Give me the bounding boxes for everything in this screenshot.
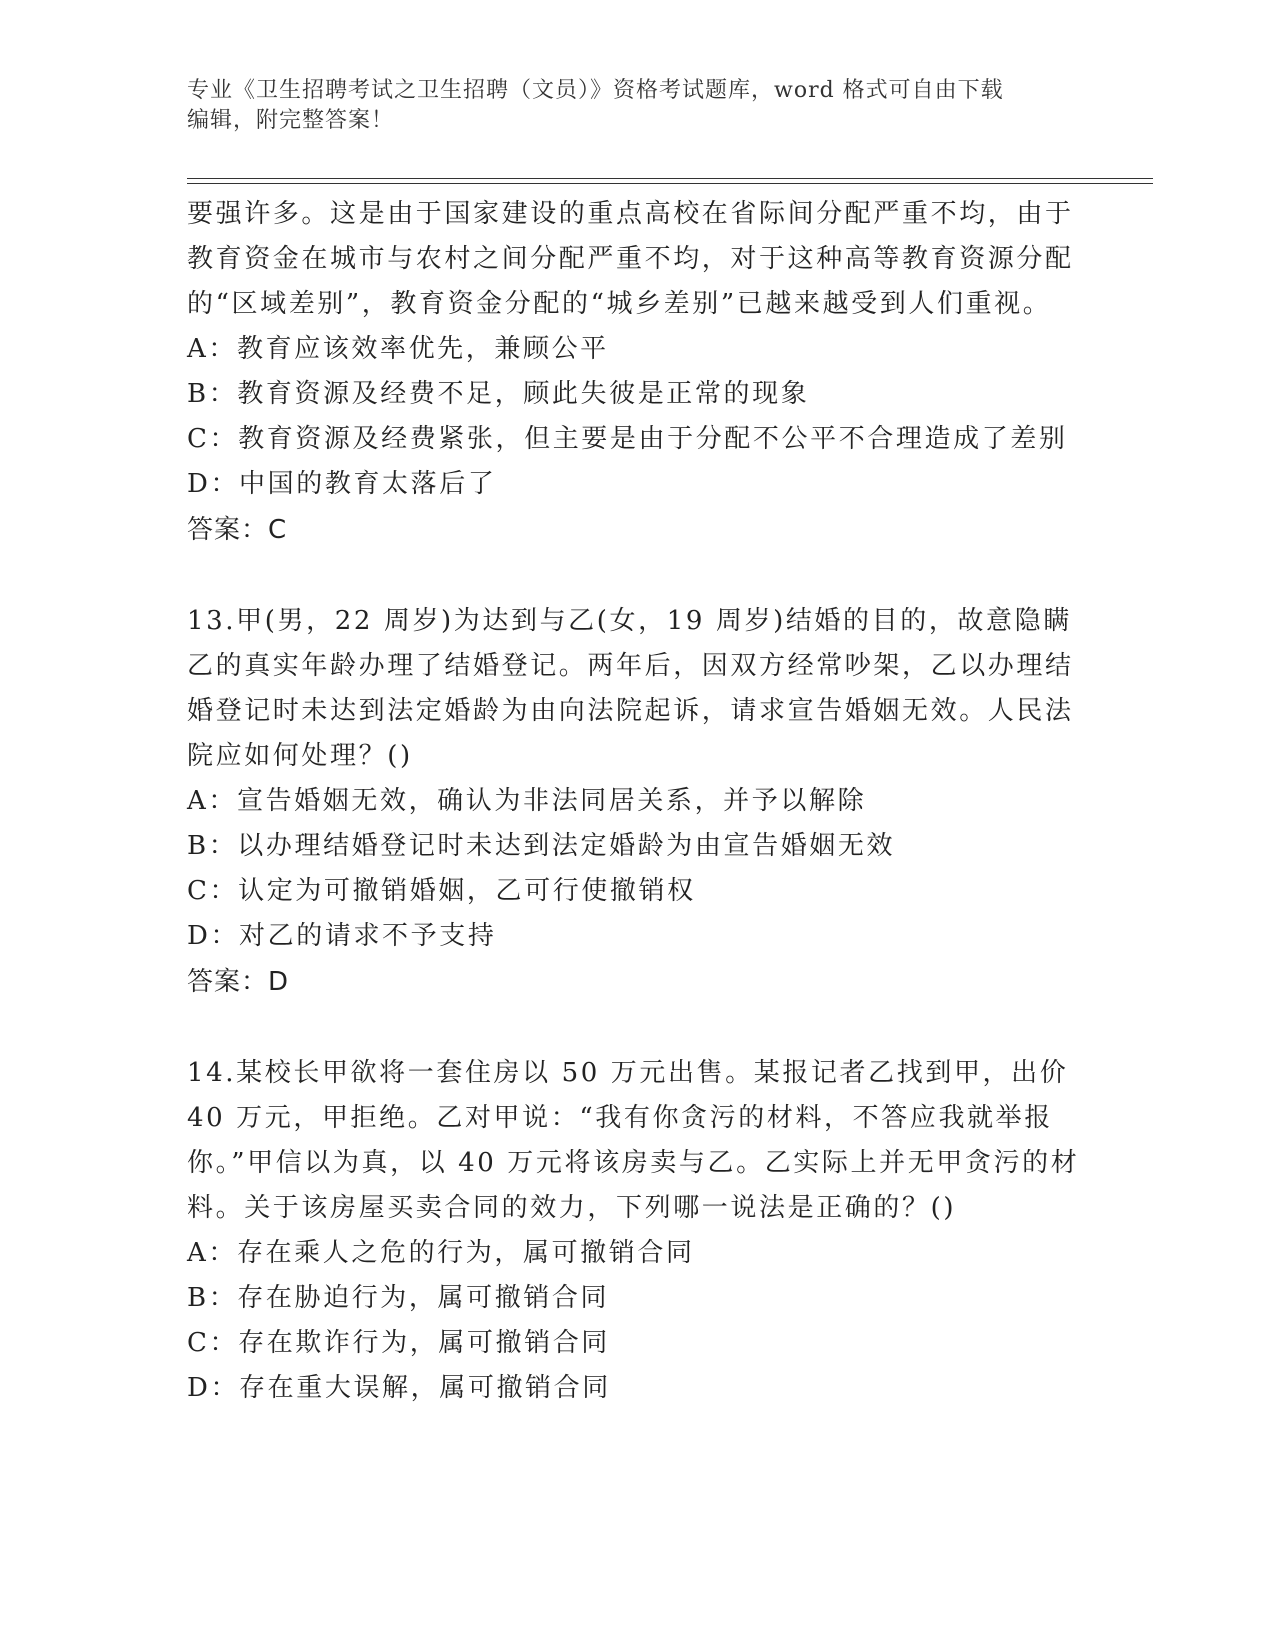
answer: 答案：C [187, 515, 288, 545]
header-rule-bottom [187, 183, 1153, 184]
option-a: A：宣告婚姻无效，确认为非法同居关系，并予以解除 [187, 786, 867, 816]
option-c: C：认定为可撤销婚姻，乙可行使撤销权 [187, 876, 696, 906]
option-d: D：中国的教育太落后了 [187, 469, 497, 499]
header-line-2: 编辑，附完整答案！ [187, 108, 395, 133]
option-b: B：以办理结婚登记时未达到法定婚龄为由宣告婚姻无效 [187, 831, 896, 861]
option-b: B：教育资源及经费不足，顾此失彼是正常的现象 [187, 379, 810, 409]
option-c: C：教育资源及经费紧张，但主要是由于分配不公平不合理造成了差别 [187, 424, 1068, 454]
header-line-1: 专业《卫生招聘考试之卫生招聘（文员）》资格考试题库，word 格式可自由下载 [187, 78, 1004, 103]
option-d: D：对乙的请求不予支持 [187, 921, 497, 951]
question-13 [187, 599, 1087, 1005]
section-gap [187, 553, 1087, 599]
question-text: 13.甲(男，22 周岁)为达到与乙(女，19 周岁)结婚的目的，故意隐瞒乙的真实年龄办理了结婚登记。两年后，因双方经常吵架，乙以办理结婚登记时未达到法定婚龄为由向法院起诉，请求宣告婚姻无效。人民法院应如何处理？() [187, 606, 1074, 771]
section-gap [187, 1005, 1087, 1051]
document-header [187, 76, 1087, 136]
option-a: A：教育应该效率优先，兼顾公平 [187, 334, 609, 364]
option-b: B：存在胁迫行为，属可撤销合同 [187, 1283, 610, 1313]
option-d: D：存在重大误解，属可撤销合同 [187, 1373, 611, 1403]
option-a: A：存在乘人之危的行为，属可撤销合同 [187, 1238, 695, 1268]
question-14 [187, 1051, 1087, 1411]
answer: 答案：D [187, 967, 290, 997]
option-c: C：存在欺诈行为，属可撤销合同 [187, 1328, 610, 1358]
header-rule-top [187, 178, 1153, 179]
question-text: 要强许多。这是由于国家建设的重点高校在省际间分配严重不均，由于教育资金在城市与农村之间分配严重不均，对于这种高等教育资源分配的“区域差别”，教育资金分配的“城乡差别”已越来越受到人们重视。 [187, 199, 1074, 319]
question-text: 14.某校长甲欲将一套住房以 50 万元出售。某报记者乙找到甲，出价 40 万元，甲拒绝。乙对甲说：“我有你贪污的材料，不答应我就举报你。”甲信以为真，以 40 万元将该房卖与乙。乙实际上并无甲贪污的材料。关于该房屋买卖合同的效力，下列哪一说法是正确的？() [187, 1058, 1080, 1223]
document-body [187, 192, 1087, 1411]
question-12 [187, 192, 1087, 553]
